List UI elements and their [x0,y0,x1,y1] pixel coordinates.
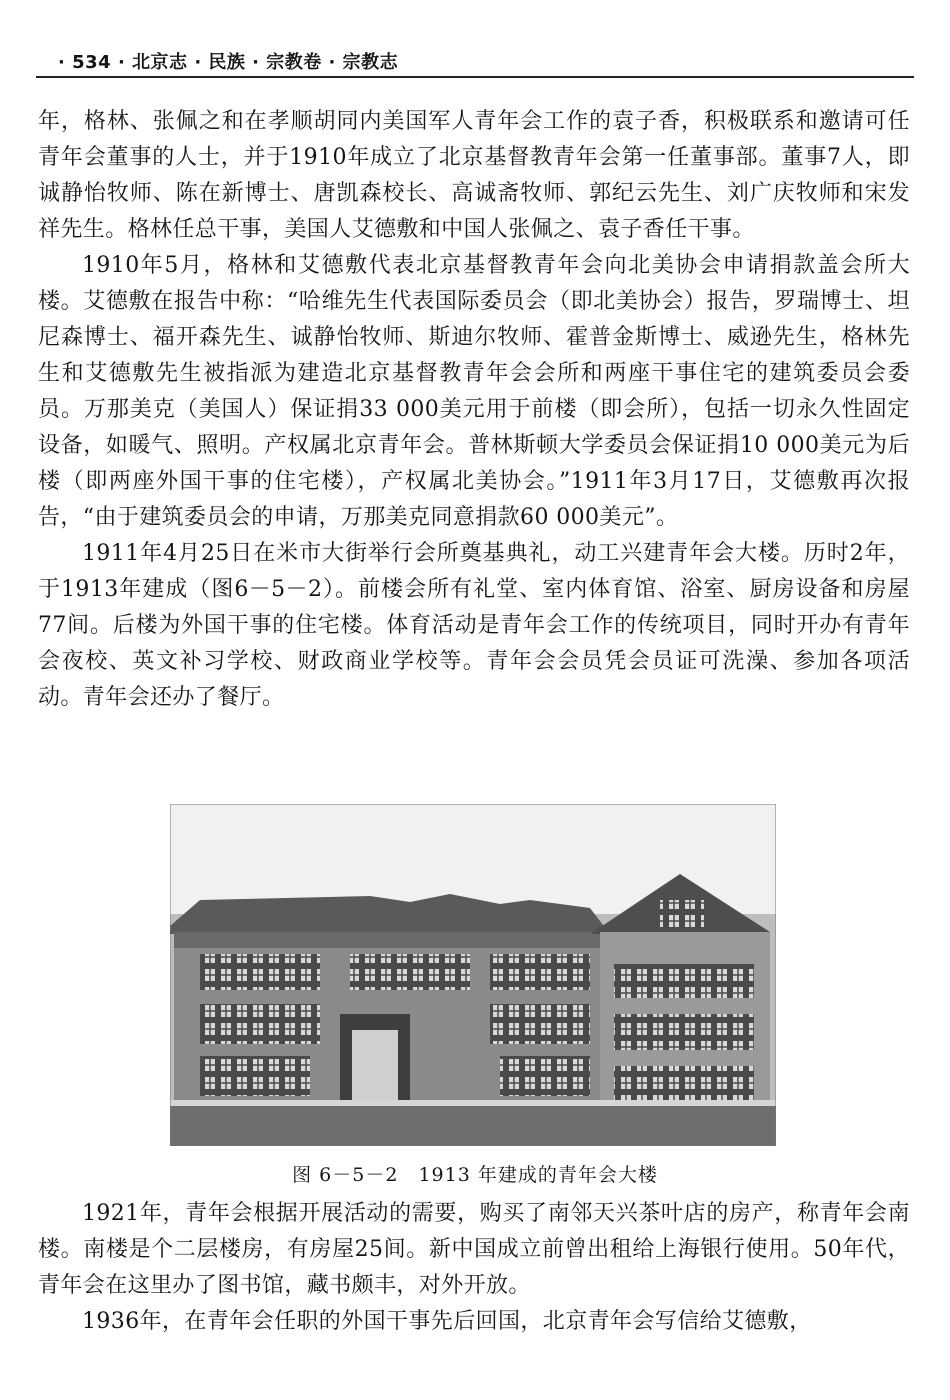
running-header [36,46,914,76]
paragraph: 1921年，青年会根据开展活动的需要，购买了南邻天兴茶叶店的房产，称青年会南楼。南楼是个二层楼房，有房屋25间。新中国成立前曾出租给上海银行使用。50年代，青年会在这里办了图书馆，藏书颇丰，对外开放。 [38,1201,910,1298]
building-photo [170,804,776,1146]
photo-illustration [170,804,776,1146]
paragraph: 1911年4月25日在米市大街举行会所奠基典礼，动工兴建青年会大楼。历时2年，于1913年建成（图6－5－2）。前楼会所有礼堂、室内体育馆、浴室、厨房设备和房屋77间。后楼为外国干事的住宅楼。体育活动是青年会工作的传统项目，同时开办有青年会夜校、英文补习学校、财政商业学校等。青年会会员凭会员证可洗澡、参加各项活动。青年会还办了餐厅。 [38,541,910,710]
paragraph: 1936年，在青年会任职的外国干事先后回国，北京青年会写信给艾德敷， [82,1309,812,1334]
text-block-top [38,104,910,716]
running-head: · 534 · 北京志 · 民族 · 宗教卷 · 宗教志 [58,52,399,73]
text-block-bottom [38,1196,910,1340]
paragraph: 1910年5月，格林和艾德敷代表北京基督教青年会向北美协会申请捐款盖会所大楼。艾德敷在报告中称：“哈维先生代表国际委员会（即北美协会）报告，罗瑞博士、坦尼森博士、福开森先生、诚静怡牧师、斯迪尔牧师、霍普金斯博士、威逊先生，格林先生和艾德敷先生被指派为建造北京基督教青年会会所和两座干事住宅的建筑委员会委员。万那美克（美国人）保证捐33 000美元用于前楼（即会所），包括一切永久性固定设备，如暖气、照明。产权属北京青年会。普林斯顿大学委员会保证捐10 000美元为后楼（即两座外国干事的住宅楼），产权属北美协会。”1911年3月17日，艾德敷再次报告，“由于建筑委员会的申请，万那美克同意捐款60 000美元”。 [38,253,910,530]
header-rule [36,76,914,78]
figure-caption: 图 6－5－2 1913 年建成的青年会大楼 [292,1164,658,1186]
paragraph: 年，格林、张佩之和在孝顺胡同内美国军人青年会工作的袁子香，积极联系和邀请可任青年会董事的人士，并于1910年成立了北京基督教青年会第一任董事部。董事7人，即诚静怡牧师、陈在新博士、唐凯森校长、高诚斋牧师、郭纪云先生、刘广庆牧师和宋发祥先生。格林任总干事，美国人艾德敷和中国人张佩之、袁子香任干事。 [38,109,910,242]
